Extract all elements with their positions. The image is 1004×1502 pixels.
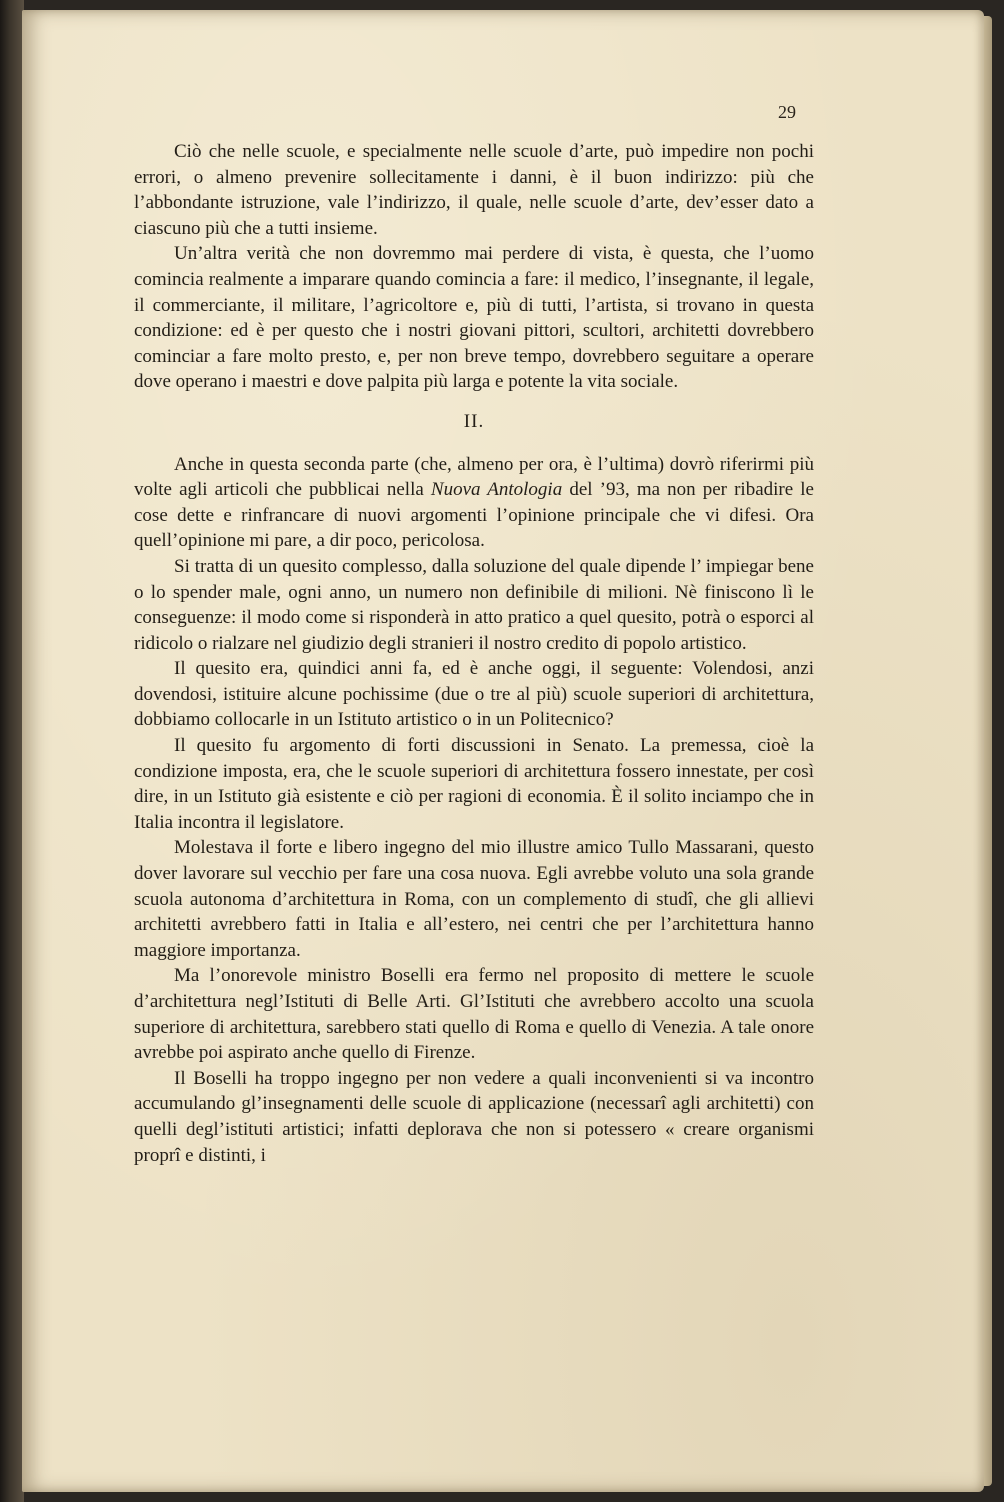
paragraph-1: Ciò che nelle scuole, e specialmente nelle scuole d’arte, può impedire non pochi errori, o almeno prevenire sollecitamente i danni, è il buon indirizzo: più che l’abbondante istruzione, vale l’indirizzo, il quale, nelle scuole d’arte, dev’esser dato a ciascuno più che a tutti insieme.: [134, 141, 814, 239]
journal-title: Nuova Antologia: [430, 479, 563, 501]
paragraph-8: Ma l’onorevole ministro Boselli era fermo nel proposito di mettere le scuole d’architettura negl’Istituti di Belle Arti. Gl’Istituti che avrebbero accolto una scuola superiore di architettura, sarebbero stati quello di Roma e quello di Venezia. A tale onore avrebbe poi aspirato anche quello di Firenze.: [134, 965, 814, 1064]
paragraph-9: Il Boselli ha troppo ingegno per non vedere a quali inconvenienti si va incontro accumulando gl’insegnamenti delle scuole di applicazione (necessarî agli architetti) con quelli degl’istituti artistici; infatti deplorava che non si potessero « creare organismi proprî e distinti, i: [134, 1067, 814, 1166]
paragraph-5: Il quesito era, quindici anni fa, ed è anche oggi, il seguente: Volendosi, anzi dovendosi, istituire alcune pochissime (due o tre al più) scuole superiori di architettura, dobbiamo collocarle in un Istituto artistico o in un Politecnico?: [134, 658, 814, 731]
paragraph-2: Un’altra verità che non dovremmo mai perdere di vista, è questa, che l’uomo comincia realmente a imparare quando comincia a fare: il medico, l’insegnante, il legale, il commerciante, il militare, l’agricoltore e, più di tutti, l’artista, si trovano in questa condizione: ed è per questo che i nostri giovani pittori, scultori, architetti dovrebbero cominciar a fare molto presto, e, per non breve tempo, dovrebbero seguitare a operare dove operano i maestri e dove palpita più larga e potente la vita sociale.: [134, 243, 814, 393]
paragraph-3: [134, 452, 814, 554]
paragraph-7: Molestava il forte e libero ingegno del mio illustre amico Tullo Massarani, questo dover lavorare sul vecchio per fare una cosa nuova. Egli avrebbe voluto una sola grande scuola autonoma d’architettura in Roma, con un complemento di studî, che gli allievi architetti avrebbero fatti in Italia e all’estero, nei centri che per l’architettura hanno maggiore importanza.: [134, 837, 814, 961]
paragraph-3-text-b: del ’93, ma non per ribadire le cose dette e rinfrancare di nuovi argomenti l’opinione principale che vi difesi. Ora quell’opinione mi pare, a dir poco, pericolosa.: [134, 479, 814, 552]
page-body-text: [134, 139, 814, 1168]
previous-page-edge: [0, 0, 24, 1502]
paragraph-3-text-a: Anche in questa seconda parte (che, almeno per ora, è l’ultima) dovrò riferirmi più volte agli articoli che pubblicai nella: [134, 453, 814, 501]
paragraph-4: Si tratta di un quesito complesso, dalla soluzione del quale dipende l’ impiegar bene o lo spender male, ogni anno, un numero non definibile di milioni. Nè finiscono lì le conseguenze: il modo come si risponderà in atto pratico a quel quesito, potrà o esporci al ridicolo o rialzare nel giudizio degli stranieri il nostro credito di popolo artistico.: [134, 555, 814, 654]
paragraph-6: Il quesito fu argomento di forti discussioni in Senato. La premessa, cioè la condizione imposta, era, che le scuole superiori di architettura fossero innestate, per così dire, in un Istituto già esistente e ciò per ragioni di economia. È il solito inciampo che in Italia incontra il legislatore.: [134, 735, 814, 833]
page-number: 29: [778, 102, 796, 122]
section-heading: II.: [463, 410, 485, 432]
